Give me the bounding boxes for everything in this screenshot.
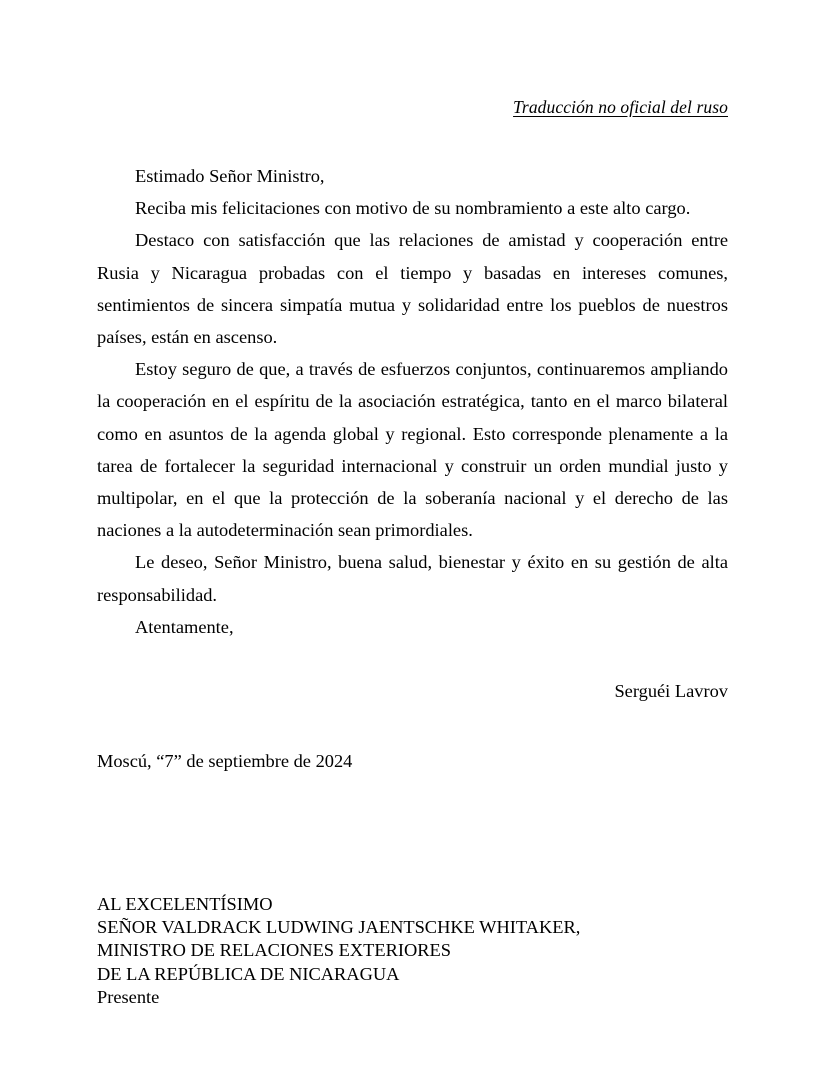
body-paragraph-2: Destaco con satisfacción que las relaciones de amistad y cooperación entre Rusia y Nicaragua probadas con el tiempo y basadas en intereses comunes, sentimientos de sincera simpatía mutua y solidaridad entre los pueblos de nuestros países, están en ascenso. (97, 230, 728, 348)
addressee-line-1: AL EXCELENTÍSIMO (97, 894, 273, 914)
translation-note (97, 96, 728, 118)
salutation: Estimado Señor Ministro, (135, 166, 325, 186)
closing-salutation: Atentamente, (135, 616, 234, 637)
body-paragraph-4: Le deseo, Señor Ministro, buena salud, bienestar y éxito en su gestión de alta responsabilidad. (97, 552, 728, 605)
addressee-line-3: MINISTRO DE RELACIONES EXTERIORES (97, 940, 452, 961)
addressee-block (97, 893, 797, 1009)
signature-spacer (97, 643, 728, 675)
addressee-line-5: Presente (97, 986, 160, 1007)
body-paragraph-1: Reciba mis felicitaciones con motivo de su nombramiento a este alto cargo. (135, 198, 691, 219)
addressee-line-2: SEÑOR VALDRACK LUDWING JAENTSCHKE WHITAKER, (97, 917, 581, 938)
place-and-date: Moscú, “7” de septiembre de 2024 (97, 751, 353, 771)
translation-note-text: Traducción no oficial del ruso (513, 97, 728, 117)
addressee-line-4: DE LA REPÚBLICA DE NICARAGUA (97, 963, 400, 984)
body-paragraph-3: Estoy seguro de que, a través de esfuerzos conjuntos, continuaremos ampliando la cooperación en el espíritu de la asociación estratégica, tanto en el marco bilateral como en asuntos de la agenda global y regional. Esto corresponde plenamente a la tarea de fortalecer la seguridad internacional y construir un orden mundial justo y multipolar, en el que la protección de la soberanía nacional y el derecho de las naciones a la autodeterminación sean primordiales. (97, 359, 728, 541)
signature-name: Serguéi Lavrov (614, 681, 728, 702)
letter-body (97, 160, 728, 707)
